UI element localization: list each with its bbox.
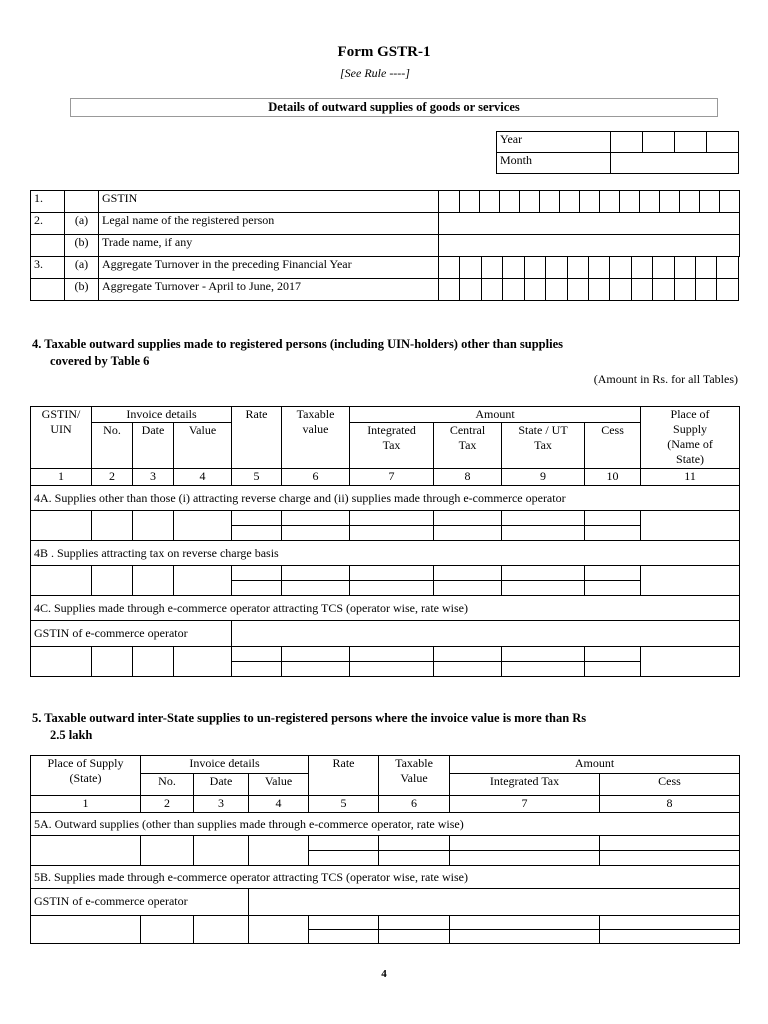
col-integrated-tax: Integrated Tax: [350, 423, 434, 469]
data-cell[interactable]: [379, 916, 450, 930]
col-num: 3: [194, 796, 249, 813]
row-5b-label: 5B. Supplies made through e-commerce operator attracting TCS (operator wise, rate wise): [31, 866, 740, 889]
taxpayer-info-top: [30, 190, 740, 257]
data-cell[interactable]: [282, 662, 350, 677]
row-sub: (a): [65, 213, 99, 235]
gstin-box[interactable]: [559, 191, 579, 212]
rule-reference: [See Rule ----]: [340, 66, 410, 80]
col-date: Date: [133, 423, 174, 469]
year-label: Year: [497, 132, 611, 153]
year-cell[interactable]: [707, 132, 739, 153]
turnover-box[interactable]: [439, 279, 460, 301]
data-cell[interactable]: [282, 581, 350, 596]
legal-name-label: Legal name of the registered person: [99, 213, 439, 235]
data-cell[interactable]: [232, 566, 282, 581]
gstin-box[interactable]: [519, 191, 539, 212]
ecom-gstin-label: GSTIN of e-commerce operator: [31, 889, 249, 916]
data-cell[interactable]: [31, 836, 141, 866]
data-cell[interactable]: [502, 581, 585, 596]
col-num: 11: [641, 469, 740, 486]
row-sub: [65, 191, 99, 213]
data-cell[interactable]: [309, 836, 379, 851]
data-cell[interactable]: [232, 581, 282, 596]
col-num: 6: [379, 796, 450, 813]
ecom-gstin-field[interactable]: [232, 621, 740, 647]
row-number: [31, 235, 65, 257]
turnover-box[interactable]: [631, 257, 652, 279]
data-cell[interactable]: [282, 566, 350, 581]
data-cell[interactable]: [600, 916, 740, 930]
data-cell[interactable]: [141, 916, 194, 944]
data-cell[interactable]: [31, 916, 141, 944]
section4-table: [30, 406, 740, 677]
col-num: 2: [92, 469, 133, 486]
col-value: Value: [174, 423, 232, 469]
section5-table: [30, 755, 740, 944]
data-cell[interactable]: [600, 930, 740, 944]
data-cell[interactable]: [92, 647, 133, 677]
col-central-tax: Central Tax: [434, 423, 502, 469]
col-place-of-supply: Place of Supply (Name of State): [641, 407, 740, 469]
form-title: Form GSTR-1: [337, 44, 431, 60]
turnover-box[interactable]: [696, 279, 717, 301]
turnover-box[interactable]: [524, 279, 545, 301]
col-num: 8: [600, 796, 740, 813]
row-number: [31, 279, 65, 301]
gstin-box[interactable]: [499, 191, 519, 212]
data-cell[interactable]: [434, 511, 502, 526]
col-place-of-supply: Place of Supply (State): [31, 756, 141, 796]
data-cell[interactable]: [133, 647, 174, 677]
page-number: 4: [381, 968, 387, 980]
data-cell[interactable]: [450, 930, 600, 944]
year-cell[interactable]: [675, 132, 707, 153]
turnover-box[interactable]: [546, 257, 567, 279]
data-cell[interactable]: [232, 647, 282, 662]
data-cell[interactable]: [282, 647, 350, 662]
col-taxable-value: Taxable value: [282, 407, 350, 469]
section5-heading: 5. Taxable outward inter-State supplies to un-registered persons where the invoice value is more than Rs: [32, 711, 587, 725]
data-cell[interactable]: [450, 916, 600, 930]
data-cell[interactable]: [434, 581, 502, 596]
data-cell[interactable]: [133, 566, 174, 596]
gstin-box[interactable]: [579, 191, 599, 212]
data-cell[interactable]: [133, 511, 174, 541]
legal-name-field[interactable]: [439, 213, 740, 235]
col-no: No.: [141, 774, 194, 796]
section5-heading-cont: 2.5 lakh: [50, 728, 93, 742]
data-cell[interactable]: [31, 511, 92, 541]
data-cell[interactable]: [600, 851, 740, 866]
section4-heading: 4. Taxable outward supplies made to registered persons (including UIN-holders) other than supplies: [32, 337, 563, 351]
col-gstin-uin: GSTIN/ UIN: [31, 407, 92, 469]
data-cell[interactable]: [585, 566, 641, 581]
taxpayer-info: [30, 190, 739, 301]
data-cell[interactable]: [309, 851, 379, 866]
data-cell[interactable]: [502, 511, 585, 526]
form-description: Details of outward supplies of goods or services: [70, 98, 718, 117]
data-cell[interactable]: [194, 916, 249, 944]
data-cell[interactable]: [585, 526, 641, 541]
year-month-table: [496, 131, 739, 174]
data-cell[interactable]: [434, 566, 502, 581]
amount-note: (Amount in Rs. for all Tables): [593, 372, 738, 386]
gstin-box[interactable]: [679, 191, 699, 212]
col-num: 8: [434, 469, 502, 486]
data-cell[interactable]: [585, 647, 641, 662]
data-cell[interactable]: [434, 526, 502, 541]
col-value: Value: [249, 774, 309, 796]
turnover-box[interactable]: [674, 279, 695, 301]
data-cell[interactable]: [309, 916, 379, 930]
col-invoice-details: Invoice details: [141, 756, 309, 774]
data-cell[interactable]: [585, 662, 641, 677]
col-taxable-value: Taxable Value: [379, 756, 450, 796]
turnover-box[interactable]: [546, 279, 567, 301]
data-cell[interactable]: [92, 511, 133, 541]
turnover-box[interactable]: [439, 257, 460, 279]
turnover-box[interactable]: [481, 257, 502, 279]
data-cell[interactable]: [249, 916, 309, 944]
turnover-box[interactable]: [631, 279, 652, 301]
turnover-box[interactable]: [567, 279, 588, 301]
data-cell[interactable]: [434, 662, 502, 677]
data-cell[interactable]: [502, 566, 585, 581]
data-cell[interactable]: [174, 566, 232, 596]
col-rate: Rate: [232, 407, 282, 469]
row-4c-label: 4C. Supplies made through e-commerce operator attracting TCS (operator wise, rate wise): [31, 596, 740, 621]
gstin-box[interactable]: [479, 191, 499, 212]
section4-heading-cont: covered by Table 6: [50, 354, 150, 368]
data-cell[interactable]: [434, 647, 502, 662]
taxpayer-info-turnover: [30, 256, 739, 301]
data-cell[interactable]: [141, 836, 194, 866]
col-num: 5: [232, 469, 282, 486]
turnover-box[interactable]: [653, 257, 674, 279]
data-cell[interactable]: [502, 647, 585, 662]
data-cell[interactable]: [282, 526, 350, 541]
data-cell[interactable]: [641, 511, 740, 541]
data-cell[interactable]: [585, 581, 641, 596]
data-cell[interactable]: [282, 511, 350, 526]
data-cell[interactable]: [350, 662, 434, 677]
col-integrated-tax: Integrated Tax: [450, 774, 600, 796]
col-num: 9: [502, 469, 585, 486]
data-cell[interactable]: [450, 851, 600, 866]
turnover-box[interactable]: [588, 257, 609, 279]
row-sub: (b): [65, 235, 99, 257]
turnover-box[interactable]: [674, 257, 695, 279]
data-cell[interactable]: [92, 566, 133, 596]
data-cell[interactable]: [379, 930, 450, 944]
row-sub: (b): [65, 279, 99, 301]
gstin-box[interactable]: [659, 191, 679, 212]
turnover-box[interactable]: [503, 257, 524, 279]
turnover-box[interactable]: [696, 257, 717, 279]
data-cell[interactable]: [350, 526, 434, 541]
turnover-box[interactable]: [481, 279, 502, 301]
col-rate: Rate: [309, 756, 379, 796]
data-cell[interactable]: [232, 662, 282, 677]
data-cell[interactable]: [31, 647, 92, 677]
data-cell[interactable]: [350, 511, 434, 526]
gstin-box[interactable]: [699, 191, 719, 212]
col-num: 4: [249, 796, 309, 813]
data-cell[interactable]: [450, 836, 600, 851]
data-cell[interactable]: [379, 836, 450, 851]
gstin-box[interactable]: [459, 191, 479, 212]
data-cell[interactable]: [232, 511, 282, 526]
turnover-box[interactable]: [610, 257, 631, 279]
ecom-gstin-label: GSTIN of e-commerce operator: [31, 621, 232, 647]
trade-name-label: Trade name, if any: [99, 235, 439, 257]
col-num: 2: [141, 796, 194, 813]
col-no: No.: [92, 423, 133, 469]
turnover-box[interactable]: [503, 279, 524, 301]
gstin-box[interactable]: [539, 191, 559, 212]
data-cell[interactable]: [194, 836, 249, 866]
row-number: 3.: [31, 257, 65, 279]
data-cell[interactable]: [379, 851, 450, 866]
col-amount: Amount: [450, 756, 740, 774]
data-cell[interactable]: [502, 526, 585, 541]
col-num: 6: [282, 469, 350, 486]
col-state-ut-tax: State / UT Tax: [502, 423, 585, 469]
turnover-box[interactable]: [460, 257, 481, 279]
col-cess: Cess: [600, 774, 740, 796]
turnover-curr-label: Aggregate Turnover - April to June, 2017: [99, 279, 439, 301]
data-cell[interactable]: [31, 566, 92, 596]
turnover-box[interactable]: [717, 279, 739, 301]
row-sub: (a): [65, 257, 99, 279]
col-num: 1: [31, 796, 141, 813]
col-num: 10: [585, 469, 641, 486]
turnover-box[interactable]: [460, 279, 481, 301]
turnover-box[interactable]: [653, 279, 674, 301]
gstin-box[interactable]: [619, 191, 639, 212]
col-cess: Cess: [585, 423, 641, 469]
month-cell[interactable]: [611, 153, 739, 174]
turnover-box[interactable]: [610, 279, 631, 301]
trade-name-field[interactable]: [439, 235, 740, 257]
data-cell[interactable]: [350, 647, 434, 662]
month-label: Month: [497, 153, 611, 174]
data-cell[interactable]: [232, 526, 282, 541]
row-4b-label: 4B . Supplies attracting tax on reverse charge basis: [31, 541, 740, 566]
data-cell[interactable]: [350, 581, 434, 596]
col-num: 3: [133, 469, 174, 486]
data-cell[interactable]: [350, 566, 434, 581]
col-num: 7: [450, 796, 600, 813]
turnover-box[interactable]: [717, 257, 739, 279]
turnover-box[interactable]: [588, 279, 609, 301]
row-number: 1.: [31, 191, 65, 213]
turnover-prev-label: Aggregate Turnover in the preceding Financial Year: [99, 257, 439, 279]
gstin-box[interactable]: [599, 191, 619, 212]
turnover-box[interactable]: [524, 257, 545, 279]
col-num: 1: [31, 469, 92, 486]
row-number: 2.: [31, 213, 65, 235]
data-cell[interactable]: [641, 566, 740, 596]
data-cell[interactable]: [641, 647, 740, 677]
col-date: Date: [194, 774, 249, 796]
data-cell[interactable]: [600, 836, 740, 851]
year-cell[interactable]: [643, 132, 675, 153]
gstin-label: GSTIN: [99, 191, 439, 213]
col-num: 7: [350, 469, 434, 486]
col-num: 4: [174, 469, 232, 486]
gstin-box[interactable]: [439, 191, 459, 212]
data-cell[interactable]: [174, 511, 232, 541]
gstin-boxes: [439, 191, 740, 213]
data-cell[interactable]: [174, 647, 232, 677]
row-5a-label: 5A. Outward supplies (other than supplies made through e-commerce operator, rate wise): [31, 813, 740, 836]
row-4a-label: 4A. Supplies other than those (i) attracting reverse charge and (ii) supplies made through e-commerce operator: [31, 486, 740, 511]
data-cell[interactable]: [249, 836, 309, 866]
col-invoice-details: Invoice details: [92, 407, 232, 423]
data-cell[interactable]: [502, 662, 585, 677]
data-cell[interactable]: [309, 930, 379, 944]
gstin-box[interactable]: [639, 191, 659, 212]
year-cell[interactable]: [611, 132, 643, 153]
col-num: 5: [309, 796, 379, 813]
col-amount: Amount: [350, 407, 641, 423]
turnover-box[interactable]: [567, 257, 588, 279]
data-cell[interactable]: [585, 511, 641, 526]
ecom-gstin-field[interactable]: [249, 889, 740, 916]
gstin-box[interactable]: [719, 191, 739, 212]
